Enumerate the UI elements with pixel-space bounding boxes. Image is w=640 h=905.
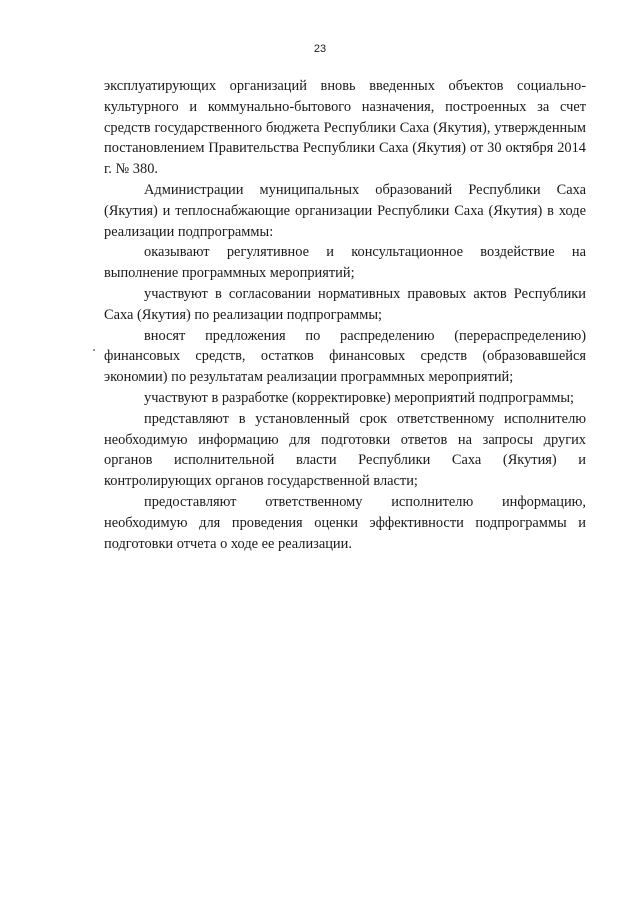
page-number: 23 (313, 43, 327, 55)
paragraph-development: участвуют в разработке (корректировке) мероприятий подпрограммы; (144, 389, 574, 406)
scan-artifact-dot (93, 349, 95, 351)
paragraph-continuation: эксплуатирующих организаций вновь введенных объектов социально-культурного и коммунально-бытового назначения, построенных за счет средств государственного бюджета Республики Саха (Якутия), утвержденным постановлением Правительства Республики Саха (Якутия) от 30 октября 2014 г. № 380. (104, 78, 586, 178)
paragraph-efficiency-report: предоставляют ответственному исполнителю информацию, необходимую для проведения оценки эффективности подпрограммы и подготовки отчета о ходе ее реализации. (104, 493, 586, 552)
document-body (104, 76, 586, 554)
paragraph-regulatory-impact: оказывают регулятивное и консультационное воздействие на выполнение программных мероприятий; (104, 244, 586, 282)
paragraph-administrations: Администрации муниципальных образований Республики Саха (Якутия) и теплоснабжающие организации Республики Саха (Якутия) в ходе реализации подпрограммы: (104, 181, 586, 240)
paragraph-information-requests: представляют в установленный срок ответственному исполнителю необходимую информацию для подготовки ответов на запросы других органов исполнительной власти Республики Саха (Якутия) и контролирующих органов государственной власти; (104, 410, 586, 490)
paragraph-legal-acts: участвуют в согласовании нормативных правовых актов Республики Саха (Якутия) по реализации подпрограммы; (104, 285, 586, 323)
paragraph-funding-proposals: вносят предложения по распределению (перераспределению) финансовых средств, остатков финансовых средств (образовавшейся экономии) по результатам реализации программных мероприятий; (104, 327, 586, 386)
